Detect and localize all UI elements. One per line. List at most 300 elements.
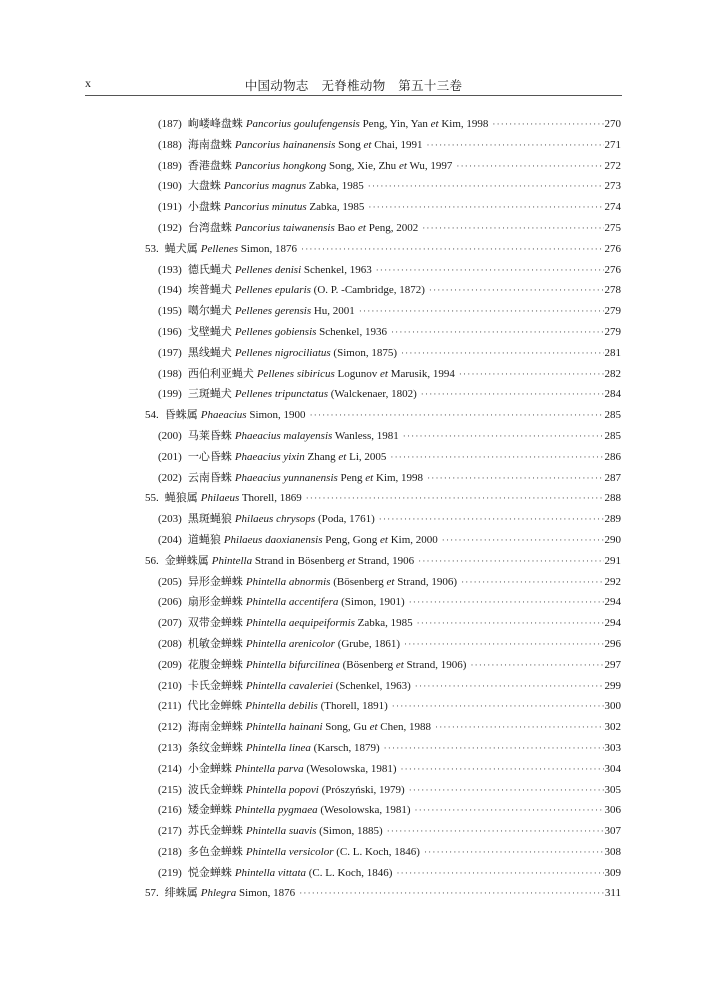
chinese-name: 扇形金蝉蛛 [187,596,243,609]
dot-leader [359,306,604,316]
author-citation: Kim, 1998 [438,118,489,130]
dot-leader [306,493,604,503]
species-epithet: accentifera [288,596,339,609]
chinese-name: 德氏蝇犬 [187,263,232,276]
et-conjunction: et [430,118,439,130]
species-epithet: hainani [288,721,323,734]
chinese-name: 西伯利亚蝇犬 [187,367,254,380]
page-number: 294 [604,617,621,630]
entry-number: 55. [145,492,159,505]
chinese-name: 香港盘蛛 [187,159,232,172]
species-epithet: daoxianensis [265,533,323,546]
dot-leader [384,743,604,753]
entry-number: 56. [145,554,159,567]
entry-title [235,326,387,338]
entry-title [246,596,405,608]
dot-leader [415,681,604,691]
entry-title [245,700,387,712]
genus-name: Phaeacius [200,409,247,422]
species-epithet: goulufengensis [293,118,360,130]
page-number: 282 [604,367,621,380]
page-number: 306 [604,804,621,817]
toc-species-entry [145,697,621,718]
entry-title [235,763,397,775]
et-conjunction: et [363,138,372,151]
genus-name: Pellenes [234,325,273,338]
species-epithet: suavis [288,825,317,838]
genus-name: Phlegra [200,887,237,900]
dot-leader [459,369,604,379]
chinese-name: 马莱昏蛛 [187,429,232,442]
author-citation: (Bösenberg [333,575,387,588]
toc-species-entry [145,718,621,739]
chinese-name: 云南昏蛛 [187,471,232,484]
running-title: 中国动物志 无脊椎动物 第五十三卷 [244,79,463,93]
author-citation: (Poda, 1761) [317,513,375,526]
author-citation: Bao [337,221,358,234]
toc-species-entry [145,219,621,240]
chinese-name: 蝇狼属 [164,492,198,505]
genus-name: Phintella [245,575,287,588]
page-number: 274 [604,201,621,214]
entry-title [212,555,414,567]
entry-number: (187) [158,118,182,130]
chinese-name: 机敏金蝉蛛 [187,637,243,650]
entry-number: (204) [158,533,182,546]
toc-genus-entry [145,240,621,261]
chinese-name: 海南盘蛛 [187,138,232,151]
entry-title [246,638,400,650]
species-epithet: versicolor [288,845,334,858]
dot-leader [368,181,604,191]
entry-number: (192) [158,221,182,234]
toc-species-entry [145,739,621,760]
entry-number: (214) [158,762,182,775]
page-number: 279 [604,305,621,318]
genus-name: Philaeus [223,533,263,546]
species-epithet: magnus [271,180,307,193]
chinese-name: 矮金蝉蛛 [187,804,232,817]
dot-leader [310,410,604,420]
species-epithet: denisi [274,263,302,276]
dot-leader [442,535,604,545]
dot-leader [426,140,603,150]
entry-number: (209) [158,658,182,671]
genus-name: Pellenes [256,367,295,380]
author-citation: Song, Xie, Zhu [328,159,399,172]
chinese-name: 台湾盘蛛 [187,221,232,234]
dot-leader [387,826,604,836]
entry-title [201,243,297,255]
toc-species-entry [145,302,621,323]
genus-name: Phaeacius [234,471,281,484]
genus-name: Pancorius [234,138,281,151]
toc-species-entry [145,781,621,802]
genus-name: Pellenes [200,242,239,255]
genus-name: Phaeacius [234,429,281,442]
dot-leader [456,161,603,171]
et-conjunction: et [347,554,356,567]
species-epithet: parva [277,762,304,775]
author-citation: (Schenkel, 1963) [335,679,411,692]
chinese-name: 花腹金蝉蛛 [187,658,243,671]
toc-species-entry [145,136,621,157]
entry-number: (213) [158,741,182,754]
page-number: 292 [604,575,621,588]
entry-number: (196) [158,325,182,338]
chinese-name: 海南金蝉蛛 [187,721,243,734]
entry-number: 54. [145,409,159,422]
entry-number: (201) [158,450,182,463]
page-number: 296 [604,637,621,650]
page-number: 305 [604,783,621,796]
toc-species-entry [145,531,621,552]
author-citation: Simon, 1900 [249,409,306,422]
author-citation: Strand, 1906 [355,554,415,567]
dot-leader [409,597,604,607]
author-citation: (Simon, 1901) [341,596,405,609]
entry-number: (193) [158,263,182,276]
entry-number: (197) [158,346,182,359]
chinese-name: 绯蛛属 [164,887,198,900]
author-citation: (C. L. Koch, 1846) [336,845,420,858]
author-citation: Peng, Yin, Yan [362,118,431,130]
page-number: 302 [604,721,621,734]
chinese-name: 悦金蝉蛛 [187,866,232,879]
entry-title [235,867,393,879]
page-number: 273 [604,180,621,193]
page-number-roman: x [85,76,91,90]
toc-species-entry [145,177,621,198]
chinese-name: 一心昏蛛 [187,450,232,463]
page-number: 272 [604,159,621,172]
dot-leader [396,868,603,878]
genus-name: Phintella [245,783,287,796]
author-citation: Zabka, 1985 [309,201,365,214]
entry-number: (215) [158,783,182,796]
species-epithet: taiwanensis [282,221,335,234]
author-citation: Wanless, 1981 [334,429,399,442]
entry-number: (206) [158,596,182,609]
entry-number: 53. [145,242,159,255]
entry-title [246,118,489,130]
entry-title [246,825,383,837]
chinese-name: 异形金蝉蛛 [187,575,243,588]
author-citation: Schenkel, 1936 [319,325,387,338]
chinese-name: 苏氏金蝉蛛 [187,825,243,838]
entry-number: (211) [158,700,182,713]
page-number: 275 [604,221,621,234]
species-epithet: cavaleriei [288,679,333,692]
species-epithet: gerensis [274,305,312,318]
author-citation: (Grube, 1861) [337,637,401,650]
toc-species-entry [145,261,621,282]
entry-number: (195) [158,305,182,318]
author-citation: (Simon, 1875) [333,346,397,359]
chinese-name: 岣嵝峰盘蛛 [187,118,243,130]
dot-leader [421,389,604,399]
page-number: 307 [604,825,621,838]
author-citation: (Bösenberg [342,658,396,671]
species-epithet: popovi [288,783,319,796]
author-citation: Song [338,138,364,151]
chinese-name: 蝇犬属 [164,242,198,255]
entry-number: 57. [145,887,159,900]
species-epithet: malayensis [283,429,333,442]
author-citation: (Karsch, 1879) [313,741,380,754]
entry-title [235,388,417,400]
entry-number: (217) [158,825,182,838]
author-citation: Strand, 1906) [403,658,467,671]
dot-leader [301,244,604,254]
et-conjunction: et [386,575,395,588]
dot-leader [401,348,604,358]
chinese-name: 多色金蝉蛛 [187,845,243,858]
author-citation: Kim, 2000 [387,533,438,546]
entry-title [246,784,405,796]
page-number: 291 [604,554,621,567]
entry-title [201,887,295,899]
genus-name: Pancorius [223,201,270,214]
page-number: 281 [604,346,621,359]
entry-title [235,160,453,172]
author-citation: Strand, 1906) [394,575,458,588]
author-citation: (Simon, 1885) [319,825,383,838]
species-epithet: aequipeiformis [288,617,355,630]
species-epithet: sibiricus [296,367,335,380]
entry-number: (190) [158,180,182,193]
page-number: 276 [604,263,621,276]
dot-leader [403,431,604,441]
toc-species-entry [145,593,621,614]
page-number: 299 [604,679,621,692]
author-citation: Simon, 1876 [238,887,296,900]
toc-species-entry [145,864,621,885]
chinese-name: 小金蝉蛛 [187,762,232,775]
page-number: 278 [604,284,621,297]
et-conjunction: et [379,367,388,380]
toc-species-entry [145,344,621,365]
entry-number: (216) [158,804,182,817]
toc-genus-entry [145,552,621,573]
genus-name: Pellenes [234,346,273,359]
entry-title [224,180,364,192]
page-number: 284 [604,388,621,401]
genus-name: Phaeacius [234,450,281,463]
page-number: 279 [604,325,621,338]
author-citation: Hu, 2001 [313,305,355,318]
entry-number: (198) [158,367,182,380]
author-citation: Chen, 1988 [377,721,432,734]
dot-leader [368,202,603,212]
species-epithet: hainanensis [282,138,336,151]
species-epithet: chrysops [276,513,316,526]
entry-title [246,721,431,733]
dot-leader [409,785,604,795]
entry-title [235,804,411,816]
toc-species-entry [145,677,621,698]
dot-leader [470,660,603,670]
entry-title [235,139,423,151]
entry-title [235,305,355,317]
dot-leader [417,618,604,628]
toc-species-entry [145,281,621,302]
dot-leader [422,223,603,233]
entry-number: (200) [158,429,182,442]
entry-number: (203) [158,513,182,526]
author-citation: (Wesolowska, 1981) [320,804,411,817]
table-of-contents [145,115,621,905]
page-number: 304 [604,762,621,775]
toc-species-entry [145,843,621,864]
dot-leader [435,722,603,732]
genus-name: Pellenes [234,388,273,401]
species-epithet: vittata [277,866,307,879]
chinese-name: 噶尔蝇犬 [187,305,232,318]
page-number: 294 [604,596,621,609]
author-citation: Thorell, 1869 [241,492,302,505]
entry-title [235,451,387,463]
author-citation: (O. P. -Cambridge, 1872) [313,284,425,297]
genus-name: Pellenes [234,284,273,297]
chinese-name: 大盘蛛 [187,180,221,193]
chinese-name: 黑斑蝇狼 [187,513,232,526]
toc-species-entry [145,760,621,781]
dot-leader [404,639,603,649]
chinese-name: 黑线蝇犬 [187,346,232,359]
chinese-name: 条纹金蝉蛛 [187,741,243,754]
toc-species-entry [145,157,621,178]
page-number: 309 [604,866,621,879]
species-epithet: yixin [283,450,305,463]
chinese-name: 三斑蝇犬 [187,388,232,401]
genus-name: Philaeus [200,492,240,505]
entry-number: (219) [158,866,182,879]
author-citation: (Walckenaer, 1802) [330,388,417,401]
entry-title [235,513,375,525]
toc-genus-entry [145,489,621,510]
toc-species-entry [145,385,621,406]
et-conjunction: et [365,471,374,484]
entry-number: (212) [158,721,182,734]
entry-title [257,368,455,380]
page-number: 300 [604,700,621,713]
dot-leader [391,327,604,337]
dot-leader [427,473,603,483]
genus-name: Phintella [245,637,287,650]
header-rule [85,95,622,96]
toc-species-entry [145,614,621,635]
genus-name: Phintella [245,825,287,838]
dot-leader [392,701,604,711]
author-citation: Song, Gu [325,721,370,734]
entry-title [235,264,372,276]
chinese-name: 昏蛛属 [164,409,198,422]
author-citation: (Wesolowska, 1981) [306,762,397,775]
toc-species-entry [145,198,621,219]
page-number: 289 [604,513,621,526]
chinese-name: 道蝇狼 [187,533,221,546]
species-epithet: hongkong [282,159,327,172]
genus-name: Phintella [234,762,276,775]
page-number: 287 [604,471,621,484]
species-epithet: arenicolor [288,637,335,650]
author-citation: (Prószyński, 1979) [321,783,405,796]
dot-leader [299,888,604,898]
entry-title [235,222,418,234]
genus-name: Phintella [245,845,287,858]
author-citation: Logunov [337,367,380,380]
author-citation: Schenkel, 1963 [303,263,372,276]
author-citation: (C. L. Koch, 1846) [308,866,393,879]
page-number: 308 [604,845,621,858]
dot-leader [492,119,603,129]
genus-name: Phintella [245,679,287,692]
entry-number: (199) [158,388,182,401]
dot-leader [461,577,603,587]
entry-number: (191) [158,201,182,214]
genus-name: Phintella [211,554,253,567]
entry-number: (202) [158,471,182,484]
dot-leader [376,265,604,275]
author-citation: Li, 2005 [346,450,387,463]
genus-name: Pellenes [234,263,273,276]
page-number: 286 [604,450,621,463]
toc-species-entry [145,510,621,531]
et-conjunction: et [379,533,388,546]
et-conjunction: et [395,658,404,671]
author-citation: (Thorell, 1891) [320,700,388,713]
entry-title [246,846,420,858]
chinese-name: 波氏金蝉蛛 [187,783,243,796]
genus-name: Phintella [234,804,276,817]
page-header [85,76,622,96]
toc-species-entry [145,365,621,386]
entry-number: (205) [158,575,182,588]
entry-title [235,430,399,442]
species-epithet: nigrociliatus [274,346,331,359]
entry-number: (210) [158,679,182,692]
chinese-name: 小盘蛛 [187,201,221,214]
dot-leader [400,764,603,774]
page-number: 271 [604,138,621,151]
genus-name: Phintella [234,866,276,879]
dot-leader [429,285,604,295]
entry-number: (218) [158,845,182,858]
toc-species-entry [145,469,621,490]
page-number: 276 [604,242,621,255]
dot-leader [390,452,603,462]
species-epithet: minutus [271,201,307,214]
chinese-name: 卡氏金蝉蛛 [187,679,243,692]
author-citation: Zhang [307,450,339,463]
dot-leader [379,514,604,524]
species-epithet: pygmaea [277,804,318,817]
entry-number: (207) [158,617,182,630]
chinese-name: 双带金蝉蛛 [187,617,243,630]
genus-name: Pancorius [234,221,281,234]
toc-genus-entry [145,406,621,427]
species-epithet: debilis [288,700,318,713]
et-conjunction: et [369,721,378,734]
genus-name: Phintella [245,617,287,630]
genus-name: Pancorius [234,159,281,172]
page-number: 311 [604,887,621,900]
author-citation: Peng [340,471,366,484]
toc-species-entry [145,573,621,594]
genus-name: Phintella [245,596,287,609]
page-number: 303 [604,741,621,754]
